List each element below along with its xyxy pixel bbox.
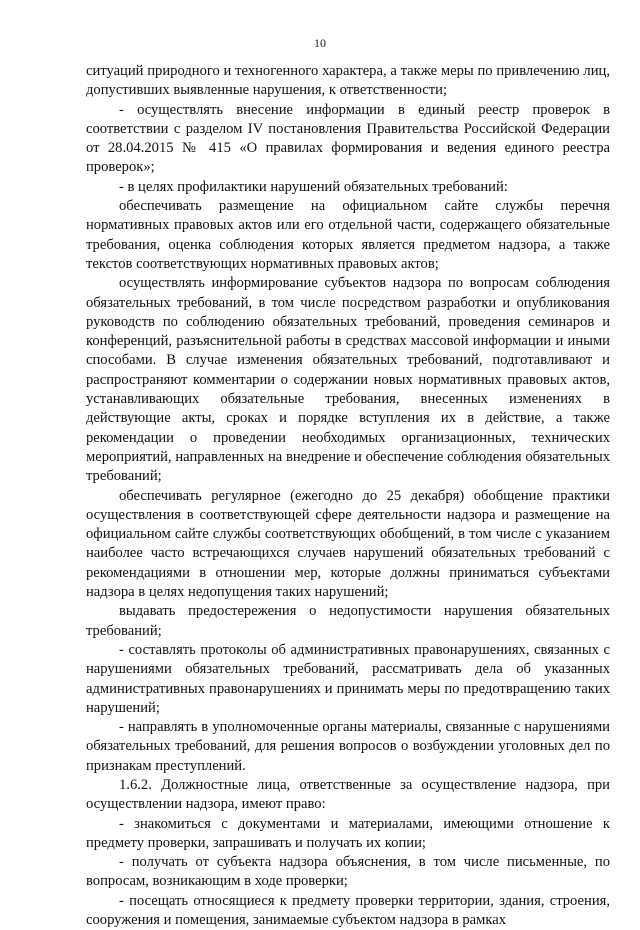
paragraph-registry: - осуществлять внесение информации в единый реестр проверок в соответствии с разделом IV постановления Правительства Российской Федерации от 28.04.2015 № 415 «О правилах формирования и ведения единого реестра проверок»;: [86, 101, 610, 176]
paragraph-section-1-6-2: 1.6.2. Должностные лица, ответственные за осуществление надзора, при осуществлении надзора, имеют право:: [86, 776, 610, 813]
paragraph-send-materials: - направлять в уполномоченные органы материалы, связанные с нарушениями обязательных требований, для решения вопросов о возбуждении уголовных дел по признакам преступлений.: [86, 719, 610, 774]
document-body: [86, 62, 610, 930]
paragraph-explanations: - получать от субъекта надзора объяснения, в том числе письменные, по вопросам, возникающим в ходе проверки;: [86, 854, 610, 890]
paragraph-prevention: - в целях профилактики нарушений обязательных требований:: [119, 178, 508, 195]
paragraph-visit: - посещать относящиеся к предмету проверки территории, здания, строения, сооружения и помещения, занимаемые субъектом надзора в рамках: [86, 892, 610, 929]
paragraph-continuation: ситуаций природного и техногенного характера, а также меры по привлечению лиц, допустивших выявленные нарушения, к ответственности;: [86, 63, 610, 99]
paragraph-protocols: - составлять протоколы об административных правонарушениях, связанных с нарушениями обязательных требований, рассматривать дела об указанных административных правонарушениях и принимать меры по предотвращению таких нарушений;: [86, 641, 610, 716]
paragraph-inform: осуществлять информирование субъектов надзора по вопросам соблюдения обязательных требований, в том числе посредством разработки и опубликования руководств по соблюдению обязательных требований, проведения семинаров и конференций, разъяснительной работы в средствах массовой информации и иными способами. В случае изменения обязательных требований, подготавливают и распространяют комментарии о содержании новых нормативных правовых актов, устанавливающих обязательные требования, внесенных изменениях в действующие акты, сроках и порядке вступления их в действие, а также рекомендации о проведении необходимых организационных, технических мероприятий, направленных на внедрение и обеспечение соблюдения обязательных требований;: [86, 275, 610, 485]
paragraph-publish-list: обеспечивать размещение на официальном сайте службы перечня нормативных правовых актов или его отдельной части, содержащего обязательные требования, оценка соблюдения которых является предметом надзора, а также текстов соответствующих нормативных правовых актов;: [86, 198, 610, 272]
paragraph-documents: - знакомиться с документами и материалами, имеющими отношение к предмету проверки, запрашивать и получать их копии;: [86, 815, 610, 851]
paragraph-warnings: выдавать предостережения о недопустимости нарушения обязательных требований;: [86, 603, 610, 639]
page-number: 10: [314, 36, 326, 50]
paragraph-generalize: обеспечивать регулярное (ежегодно до 25 декабря) обобщение практики осуществления в соответствующей сфере деятельности надзора и размещение на официальном сайте службы соответствующих обобщений, в том числе с указанием наиболее часто встречающихся случаев нарушений обязательных требований с рекомендациями в отношении мер, которые должны приниматься субъектами надзора в целях недопущения таких нарушений;: [86, 487, 610, 601]
